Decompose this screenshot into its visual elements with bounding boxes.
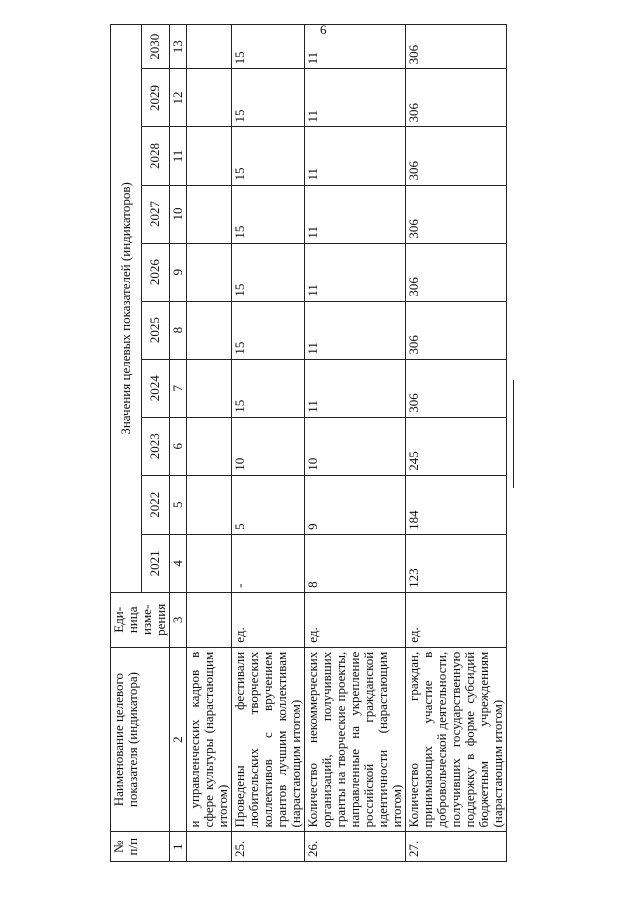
row-value: 15 [232,25,305,69]
index-cell: 10 [170,185,187,243]
index-row [170,25,187,862]
row-value: 306 [406,69,507,127]
row-value [187,127,232,185]
index-cell: 7 [170,359,187,417]
header-unit: Еди-ница изме-рения [111,592,170,647]
year-2024: 2024 [141,359,169,417]
row-value [187,301,232,359]
row-value: 245 [406,417,507,475]
row-value: 11 [305,185,406,243]
index-cell: 6 [170,417,187,475]
row-value: 11 [305,25,406,69]
row-value: 11 [305,359,406,417]
row-value [187,359,232,417]
index-cell: 12 [170,69,187,127]
row-value: 15 [232,243,305,301]
row-no: 25. [232,832,305,862]
table-row [232,25,305,862]
row-value: 5 [232,475,305,534]
row-name: и управленческих кадров в сфере культуры (нарастающим итогом) [187,647,232,832]
row-value: 10 [305,417,406,475]
header-no: № п/п [111,832,170,862]
row-value: 11 [305,301,406,359]
row-value: 306 [406,127,507,185]
row-value: 15 [232,185,305,243]
row-name: Количество граждан, принимающих участие в добровольческой деятельности, получивших государственную поддержку в форме субсидий бюджетным учреждениям (нарастающим итогом) [406,647,507,832]
row-value: 306 [406,359,507,417]
row-value: 123 [406,534,507,592]
row-name: Проведены фестивали любительских творческих коллективов с вручением грантов лучшим коллективам (нарастающим итогом) [232,647,305,832]
header-values: Значения целевых показателей (индикаторов) [111,25,142,593]
row-value [187,243,232,301]
row-value: 306 [406,25,507,69]
table-row [305,25,406,862]
row-value: 306 [406,185,507,243]
row-value: 8 [305,534,406,592]
year-2030: 2030 [141,25,169,69]
row-value [187,69,232,127]
index-cell: 8 [170,301,187,359]
row-value: 306 [406,301,507,359]
row-value: 11 [305,69,406,127]
row-value: 11 [305,243,406,301]
row-value: 15 [232,301,305,359]
index-cell: 4 [170,534,187,592]
index-cell: 3 [170,592,187,647]
row-value: 184 [406,475,507,534]
row-value [187,417,232,475]
year-2025: 2025 [141,301,169,359]
year-2021: 2021 [141,534,169,592]
year-2027: 2027 [141,185,169,243]
row-value [187,475,232,534]
footer-line [513,380,514,488]
page-number: 6 [320,22,327,37]
row-value [187,185,232,243]
index-cell: 9 [170,243,187,301]
year-2026: 2026 [141,243,169,301]
row-unit: ед. [406,592,507,647]
row-unit [187,592,232,647]
year-2028: 2028 [141,127,169,185]
row-no: 27. [406,832,507,862]
row-value [187,534,232,592]
rotated-table-wrapper [110,24,505,862]
header-name: Наименование целевого показателя (индикатора) [111,647,170,832]
row-unit: ед. [232,592,305,647]
index-cell: 2 [170,647,187,832]
row-value [187,25,232,69]
row-value: 15 [232,127,305,185]
table-row [406,25,507,862]
row-value: 10 [232,417,305,475]
row-value: - [232,534,305,592]
year-2023: 2023 [141,417,169,475]
row-no [187,832,232,862]
year-2029: 2029 [141,69,169,127]
row-value: 15 [232,69,305,127]
index-cell: 13 [170,25,187,69]
table-row [187,25,232,862]
index-cell: 11 [170,127,187,185]
indicators-table [110,24,507,862]
row-unit: ед. [305,592,406,647]
index-cell: 5 [170,475,187,534]
row-value: 9 [305,475,406,534]
row-no: 26. [305,832,406,862]
index-cell: 1 [170,832,187,862]
row-value: 306 [406,243,507,301]
row-value: 11 [305,127,406,185]
row-value: 15 [232,359,305,417]
row-name: Количество некоммерческих организаций, получивших гранты на творческие проекты, направленные на укрепление российской гражданской идентичности (нарастающим итогом) [305,647,406,832]
year-2022: 2022 [141,475,169,534]
